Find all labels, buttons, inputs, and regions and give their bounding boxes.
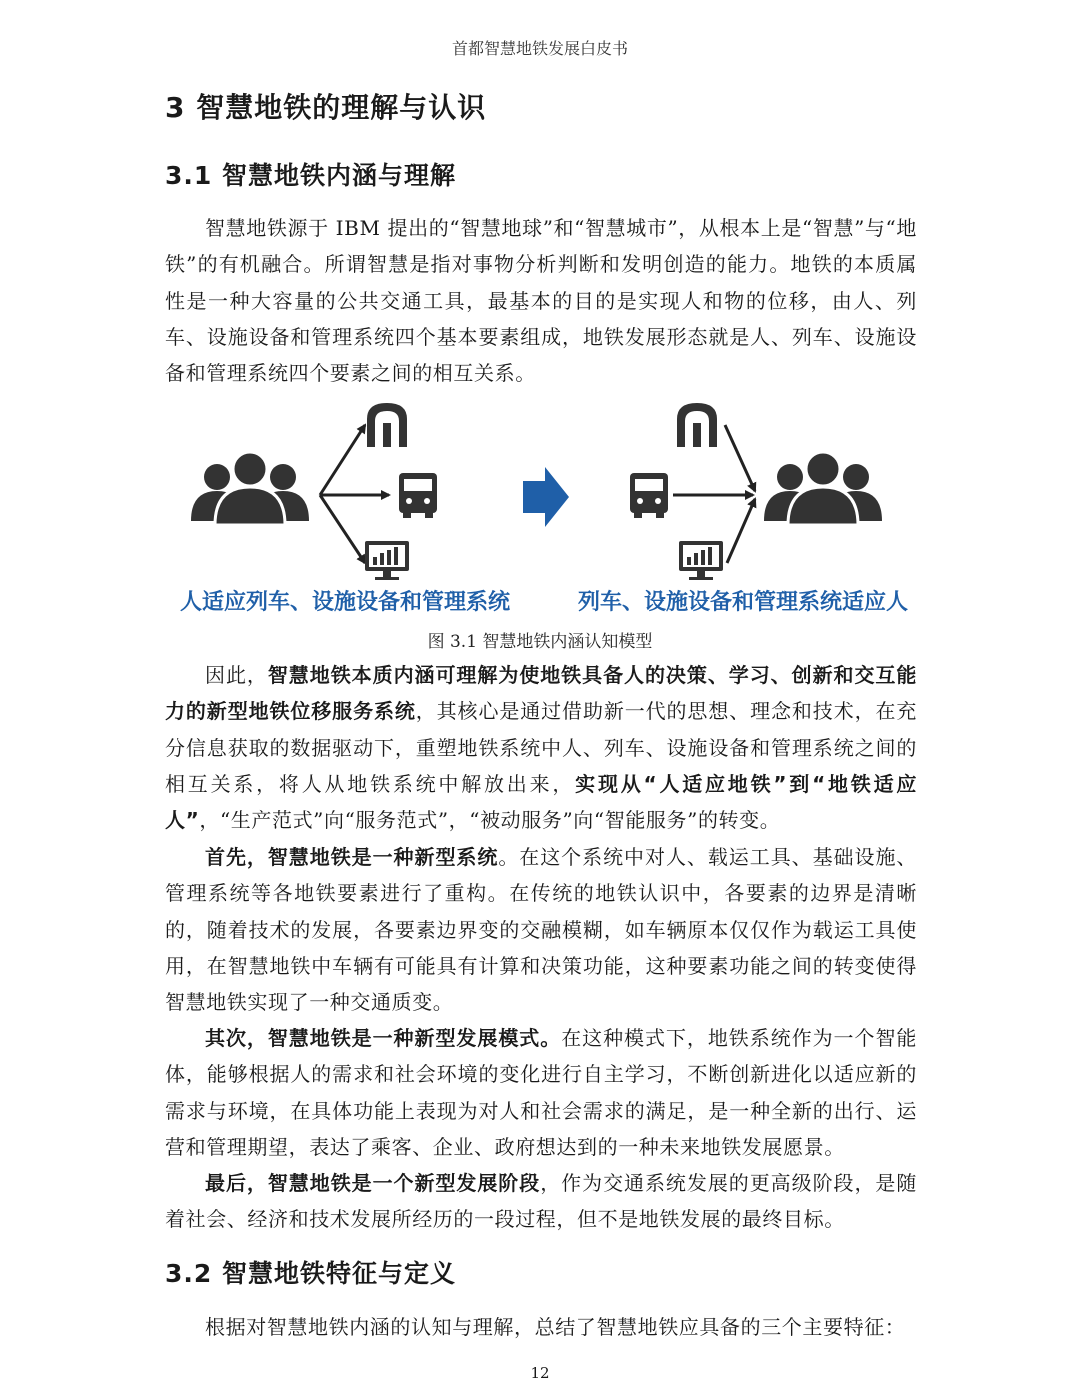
bold-segment: 实现从“人适应地铁”到“地铁适应人” xyxy=(165,771,917,833)
chapter-title: 3 智慧地铁的理解与认识 xyxy=(165,91,487,124)
paragraph-new-stage xyxy=(165,1165,917,1238)
bold-segment: 其次，智慧地铁是一种新型发展模式。 xyxy=(205,1026,562,1050)
tunnel-icon xyxy=(677,403,717,447)
bold-segment: 最后，智慧地铁是一个新型发展阶段 xyxy=(205,1171,541,1195)
paragraph-new-mode xyxy=(165,1020,917,1165)
text-segment: 在这种模式下，地铁系统作为一个智能体，能够根据人的需求和社会环境的变化进行自主学习，不断创新进化以适应新的需求与环境，在具体功能上表现为对人和社会需求的满足，是一种全新的出行、运营和管理期望，表达了乘客、企业、政府想达到的一种未来地铁发展愿景。 xyxy=(165,1026,918,1159)
monitor-chart-icon xyxy=(365,541,409,580)
text-segment: 。在这个系统中对人、载运工具、基础设施、管理系统等各地铁要素进行了重构。在传统的地铁认识中，各要素的边界是清晰的，随着技术的发展，各要素边界变的交融模糊，如车辆原本仅仅作为载运工具使用，在智慧地铁中车辆有可能具有计算和决策功能，这种要素功能之间的转变使得智慧地铁实现了一种交通质变。 xyxy=(165,845,918,1015)
people-icon xyxy=(764,452,882,525)
train-icon xyxy=(630,473,668,518)
figure-diagram xyxy=(165,395,917,585)
monitor-chart-icon xyxy=(679,541,723,580)
text-segment: ，作为交通系统发展的更高级阶段，是随着社会、经济和技术发展所经历的一段过程，但不是地铁发展的最终目标。 xyxy=(165,1171,917,1232)
text-segment: ，“生产范式”向“服务范式”，“被动服务”向“智能服务”的转变。 xyxy=(199,808,781,833)
bold-segment: 智慧地铁本质内涵可理解为使地铁具备人的决策、学习、创新和交互能力的新型地铁位移服务系统 xyxy=(165,663,917,724)
figure-right-label: 列车、设施设备和管理系统适应人 xyxy=(578,590,909,615)
section-3-2-title: 3.2 智慧地铁特征与定义 xyxy=(165,1259,456,1288)
section-3-1-title: 3.1 智慧地铁内涵与理解 xyxy=(165,161,456,190)
arrow-right-icon xyxy=(523,467,569,527)
paragraph-new-system xyxy=(165,839,917,1020)
running-header: 首都智慧地铁发展白皮书 xyxy=(451,39,628,58)
people-icon xyxy=(191,452,309,525)
paragraph-features-intro: 根据对智慧地铁内涵的认知与理解，总结了智慧地铁应具备的三个主要特征： xyxy=(205,1315,906,1339)
text-segment: ，其核心是通过借助新一代的思想、理念和技术，在充分信息获取的数据驱动下，重塑地铁系统中人、列车、设施设备和管理系统之间的相互关系，将人从地铁系统中解放出来， xyxy=(165,699,917,796)
bold-segment: 首先，智慧地铁是一种新型系统 xyxy=(205,845,499,869)
text-segment: 因此， xyxy=(205,663,268,687)
paragraph-core-definition xyxy=(165,657,917,838)
train-icon xyxy=(399,473,437,518)
paragraph-intro: 智慧地铁源于 IBM 提出的“智慧地球”和“智慧城市”，从根本上是“智慧”与“地铁”的有机融合。所谓智慧是指对事物分析判断和发明创造的能力。地铁的本质属性是一种大容量的公共交通工具，最基本的目的是实现人和物的位移，由人、列车、设施设备和管理系统四个基本要素组成，地铁发展形态就是人、列车、设施设备和管理系统四个要素之间的相互关系。 xyxy=(165,216,917,386)
figure-caption: 图 3.1 智慧地铁内涵认知模型 xyxy=(427,632,653,652)
figure-left-label: 人适应列车、设施设备和管理系统 xyxy=(180,590,511,615)
tunnel-icon xyxy=(367,403,407,447)
page-number: 12 xyxy=(530,1364,550,1382)
